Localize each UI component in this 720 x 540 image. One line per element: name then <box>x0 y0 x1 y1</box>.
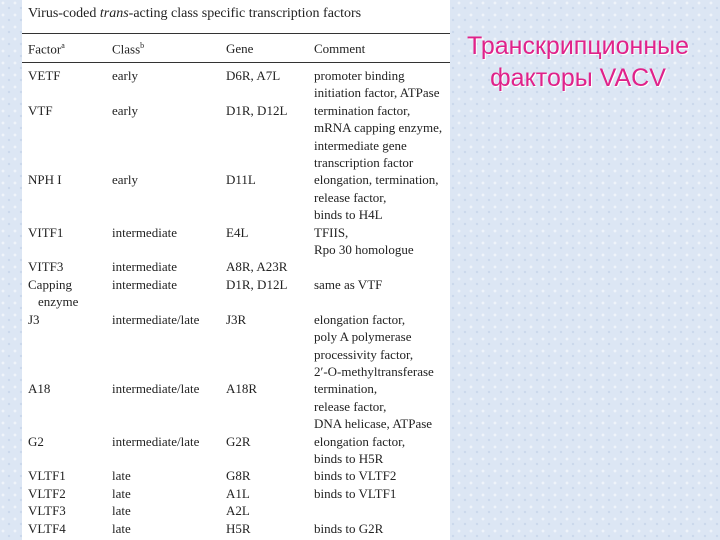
cell-class: intermediate/late <box>112 433 200 449</box>
cell-class: late <box>112 468 131 484</box>
cell-gene: A8R, A23R <box>226 259 288 275</box>
cell-factor: VLTF1 <box>28 468 66 484</box>
table-title <box>28 6 361 22</box>
cell-class: intermediate <box>112 259 177 275</box>
cell-class: early <box>112 172 138 188</box>
table-row <box>22 502 450 519</box>
table-title-italic: trans <box>99 6 129 21</box>
cell-gene: J3R <box>226 311 247 327</box>
cell-comment: binds to G2R <box>314 520 384 536</box>
cell-comment: binds to VLTF1 <box>314 485 397 501</box>
table-row <box>22 67 450 102</box>
cell-factor: Capping enzyme <box>28 276 79 310</box>
cell-factor: NPH I <box>28 172 62 188</box>
slide-title-line-2: факторы VACV <box>490 64 666 92</box>
slide-title-line-1: Транскрипционные <box>467 32 689 60</box>
table-row <box>22 520 450 537</box>
table-title-prefix: Virus-coded <box>28 6 100 21</box>
cell-factor: VTF <box>28 102 53 118</box>
cell-class: intermediate <box>112 224 177 240</box>
cell-gene: D1R, D12L <box>226 102 288 118</box>
table-body <box>22 67 450 537</box>
cell-comment <box>314 502 450 519</box>
cell-gene: D11L <box>226 172 256 188</box>
cell-class: early <box>112 68 138 83</box>
cell-factor: VLTF4 <box>28 520 66 536</box>
cell-class: late <box>112 520 131 536</box>
cell-gene: D1R, D12L <box>226 276 288 292</box>
table-row <box>22 258 450 275</box>
cell-gene: G8R <box>226 468 251 484</box>
cell-factor: VETF <box>28 68 61 83</box>
cell-factor: VITF3 <box>28 259 64 275</box>
cell-gene: A2L <box>226 503 250 519</box>
table-row <box>22 171 450 223</box>
top-rule <box>22 33 450 34</box>
table-row <box>22 380 450 432</box>
cell-gene: G2R <box>226 433 251 449</box>
table-row <box>22 467 450 484</box>
cell-comment: TFIIS, Rpo 30 homologue <box>314 224 414 258</box>
cell-factor: VITF1 <box>28 224 64 240</box>
cell-class: late <box>112 485 131 501</box>
cell-gene: A1L <box>226 485 250 501</box>
cell-factor: VLTF3 <box>28 503 66 519</box>
table-title-suffix: -acting class specific transcription factors <box>128 6 362 21</box>
header-rule <box>22 62 450 63</box>
table-document <box>22 0 450 540</box>
cell-comment: elongation factor, poly A polymerase processivity factor, 2′-O-methyltransferase <box>314 311 434 379</box>
table-row <box>22 485 450 502</box>
cell-class: intermediate/late <box>112 381 200 397</box>
table-row <box>22 102 450 172</box>
header-factor: Factor$^a$ <box>28 41 65 57</box>
cell-comment: promoter binding initiation factor, ATPase <box>314 68 440 101</box>
cell-class: intermediate/late <box>112 311 200 327</box>
table-row <box>22 433 450 468</box>
cell-comment: termination, release factor, DNA helicase, ATPase <box>314 381 433 432</box>
table-row <box>22 276 450 311</box>
cell-gene: H5R <box>226 520 251 536</box>
cell-gene: A18R <box>226 381 258 397</box>
cell-gene: D6R, A7L <box>226 68 281 83</box>
cell-comment <box>314 258 450 275</box>
cell-comment: binds to VLTF2 <box>314 468 397 484</box>
cell-class: intermediate <box>112 276 177 292</box>
cell-gene: E4L <box>226 224 249 240</box>
cell-comment: same as VTF <box>314 276 383 292</box>
cell-class: late <box>112 503 131 519</box>
cell-class: early <box>112 102 138 118</box>
cell-comment: elongation factor, binds to H5R <box>314 433 406 466</box>
slide-title <box>436 30 720 94</box>
table-row <box>22 224 450 259</box>
cell-factor: J3 <box>28 311 40 327</box>
cell-factor: G2 <box>28 433 44 449</box>
header-comment: Comment <box>314 41 366 56</box>
cell-factor: A18 <box>28 381 51 397</box>
cell-factor: VLTF2 <box>28 485 66 501</box>
cell-comment: termination factor, mRNA capping enzyme, intermediate gene transcription factor <box>314 102 443 171</box>
table-row <box>22 311 450 381</box>
cell-comment: elongation, termination, release factor, binds to H4L <box>314 172 439 223</box>
header-gene: Gene <box>226 41 254 56</box>
header-class: Class$^b$ <box>112 41 145 57</box>
